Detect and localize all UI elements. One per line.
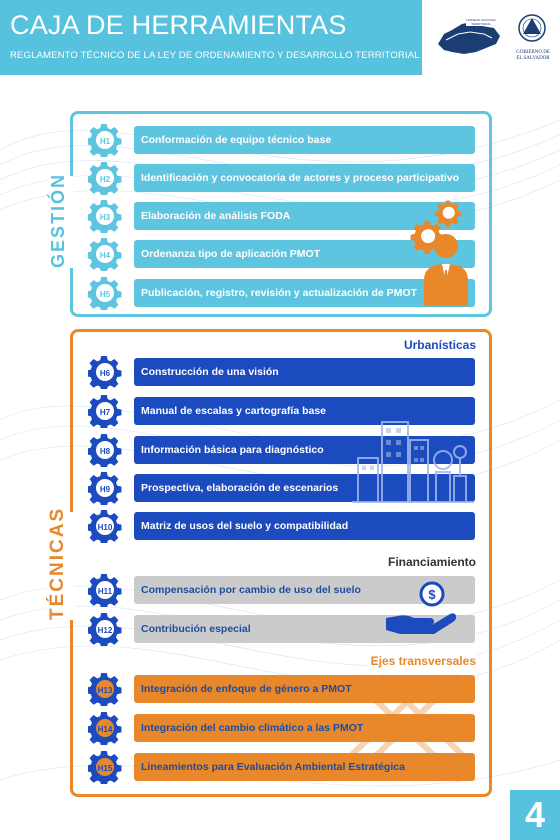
item-label: Manual de escalas y cartografía base — [134, 397, 475, 425]
item-code: H14 — [97, 724, 113, 734]
item-code: H12 — [97, 625, 113, 635]
page-number: 4 — [510, 790, 560, 840]
svg-text:$: $ — [428, 587, 436, 602]
item-label: Elaboración de análisis FODA — [134, 202, 475, 230]
city-buildings-icon — [352, 414, 474, 504]
item-label: Ordenanza tipo de aplicación PMOT — [134, 240, 475, 268]
item-label: Contribución especial — [134, 615, 475, 643]
item-code: H15 — [97, 763, 113, 773]
list-item[interactable] — [88, 356, 475, 388]
item-code: H5 — [99, 289, 111, 299]
item-label: Conformación de equipo técnico base — [134, 126, 475, 154]
svg-text:TERRITORIAL: TERRITORIAL — [471, 22, 491, 26]
urbanisticas-heading: Urbanísticas — [400, 338, 476, 352]
hand-money-icon — [384, 580, 458, 636]
item-code: H13 — [97, 685, 113, 695]
el-salvador-map-logo — [436, 14, 502, 62]
svg-text:CONSEJO NACIONAL: CONSEJO NACIONAL — [465, 18, 497, 22]
page-title: CAJA DE HERRAMIENTAS — [10, 10, 347, 40]
item-label: Publicación, registro, revisión y actualización de PMOT — [134, 279, 475, 307]
logos — [432, 10, 557, 70]
item-code: H6 — [99, 368, 111, 378]
list-item[interactable] — [88, 162, 475, 194]
ejes-heading: Ejes transversales — [367, 654, 476, 668]
item-label: Matriz de usos del suelo y compatibilidad — [134, 512, 475, 540]
gestion-label: GESTIÓN — [48, 176, 74, 268]
list-item[interactable] — [88, 510, 475, 542]
page-subtitle: REGLAMENTO TÉCNICO DE LA LEY DE ORDENAMIENTO Y DESARROLLO TERRITORIAL — [10, 50, 420, 61]
gears-person-icon — [408, 198, 478, 310]
item-code: H2 — [99, 174, 111, 184]
item-label: Lineamientos para Evaluación Ambiental Estratégica — [134, 753, 475, 781]
item-code: H7 — [99, 407, 111, 417]
item-label: Información básica para diagnóstico — [134, 436, 475, 464]
list-item[interactable] — [88, 712, 475, 744]
item-label: Integración de enfoque de género a PMOT — [134, 675, 475, 703]
item-label: Identificación y convocatoria de actores y proceso participativo — [134, 164, 475, 192]
item-label: Construcción de una visión — [134, 358, 475, 386]
list-item[interactable] — [88, 124, 475, 156]
item-code: H10 — [97, 522, 113, 532]
item-label: Compensación por cambio de uso del suelo — [134, 576, 475, 604]
item-code: H1 — [99, 136, 111, 146]
item-label: Integración del cambio climático a las PMOT — [134, 714, 475, 742]
item-code: H11 — [97, 586, 113, 596]
item-code: H3 — [99, 212, 111, 222]
financiamiento-heading: Financiamiento — [384, 555, 476, 569]
item-code: H9 — [99, 484, 111, 494]
tecnicas-label: TÉCNICAS — [47, 512, 75, 620]
item-code: H4 — [99, 250, 111, 260]
header-banner — [0, 0, 422, 75]
item-label: Prospectiva, elaboración de escenarios — [134, 474, 475, 502]
list-item[interactable] — [88, 673, 475, 705]
list-item[interactable] — [88, 751, 475, 783]
item-code: H8 — [99, 446, 111, 456]
seal-caption: GOBIERNO DE EL SALVADOR — [516, 50, 550, 61]
